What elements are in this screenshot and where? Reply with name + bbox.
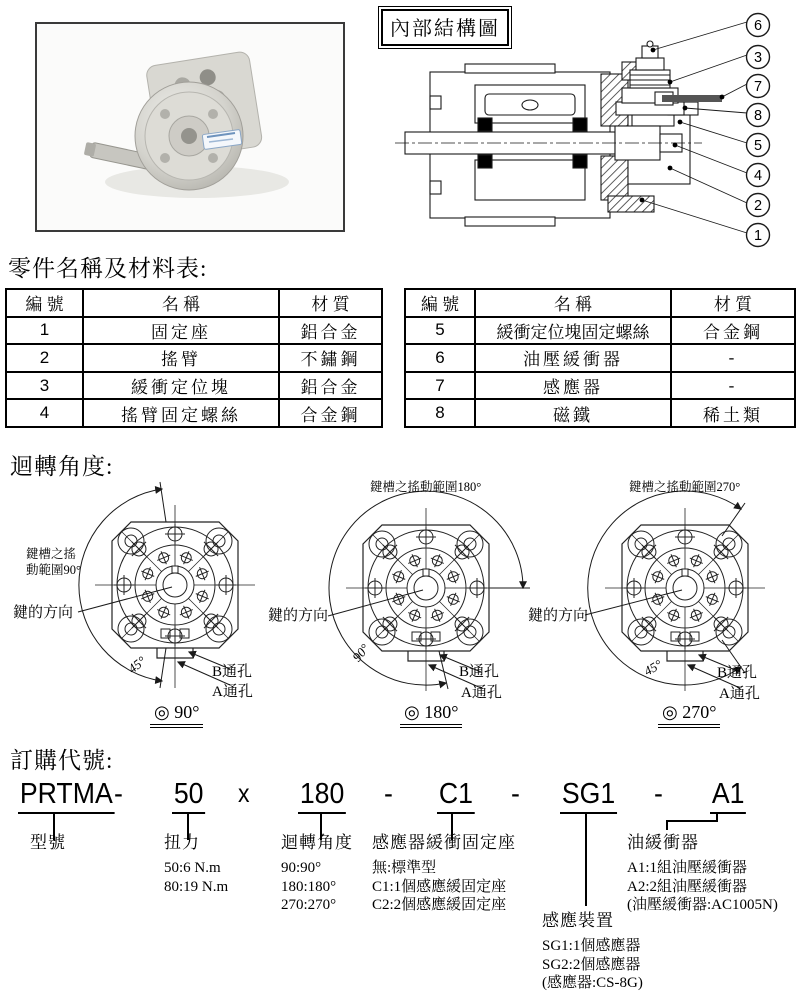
callout-1: 1	[753, 228, 763, 244]
swing-range-label-90: 鍵槽之搖動範圍90°	[26, 547, 81, 577]
table-row: 6 油壓緩衝器 -	[405, 344, 795, 372]
table-row: 8 磁鐵 稀土類	[405, 399, 795, 427]
diagram-caption-90: ◎ 90°	[150, 702, 203, 728]
callout-8: 8	[753, 108, 763, 124]
internal-structure-diagram	[370, 0, 800, 250]
key-direction-label: 鍵的方向	[13, 605, 74, 621]
order-code-model: PRTMA	[18, 778, 115, 814]
ordering-section-heading: 訂購代號:	[10, 748, 114, 773]
connector-line	[666, 820, 718, 822]
rotation-section-heading: 迴轉角度:	[10, 454, 114, 479]
port-a-label: A通孔	[461, 685, 502, 701]
order-code-buffer: A1	[710, 778, 746, 814]
legend-oil-buffer: 油緩衝器 A1:1組油壓緩衝器 A2:2組油壓緩衝器 (油壓緩衝器:AC1005N)	[627, 833, 778, 913]
legend-sensor-device: 感應裝置 SG1:1個感應器 SG2:2個感應器 (感應器:CS-8G)	[542, 911, 643, 991]
rotary-actuator-photo-image	[37, 24, 343, 230]
port-b-label: B通孔	[717, 665, 758, 681]
col-number: 編 號	[6, 289, 83, 317]
key-direction-label: 鍵的方向	[528, 608, 589, 624]
swing-range-label-270: 鍵槽之搖動範圍270°	[629, 480, 741, 494]
col-name: 名 稱	[475, 289, 671, 317]
legend-model	[30, 828, 66, 853]
table-row: 2 搖臂 不鏽鋼	[6, 344, 382, 372]
key-direction-label: 鍵的方向	[268, 608, 329, 624]
callout-4: 4	[753, 168, 763, 184]
internal-structure-title: 內部結構圖	[381, 9, 509, 46]
angle-dim-label: 45°	[125, 653, 149, 677]
order-code-x: x	[238, 780, 250, 808]
legend-model-title: 型號	[30, 833, 66, 852]
col-material: 材 質	[671, 289, 795, 317]
table-header-row	[405, 289, 795, 317]
table-header-row	[6, 289, 382, 317]
order-code-angle: 180	[298, 778, 346, 814]
product-photo	[35, 22, 345, 232]
table-row: 3 緩衝定位塊 鋁合金	[6, 372, 382, 400]
table-row: 5 緩衝定位塊固定螺絲 合金鋼	[405, 317, 795, 345]
order-code-dash: -	[384, 778, 393, 810]
swing-range-label-180: 鍵槽之搖動範圍180°	[370, 480, 482, 494]
callout-3: 3	[753, 50, 763, 66]
order-code-sensor: SG1	[560, 778, 617, 814]
legend-torque: 扭力 50:6 N.m 80:19 N.m	[164, 833, 229, 895]
legend-rotation-angle: 迴轉角度 90:90° 180:180° 270:270°	[281, 833, 353, 913]
parts-table-right	[404, 288, 796, 428]
col-material: 材 質	[279, 289, 382, 317]
diagram-caption-180: ◎ 180°	[400, 702, 462, 728]
connector-line	[585, 812, 587, 906]
col-name: 名 稱	[83, 289, 279, 317]
callout-6: 6	[753, 18, 763, 34]
order-code-dash: -	[654, 778, 663, 810]
callout-5: 5	[753, 138, 763, 154]
parts-table-left	[5, 288, 383, 428]
port-b-label: B通孔	[212, 664, 253, 680]
table-row: 1 固定座 鋁合金	[6, 317, 382, 345]
table-row: 4 搖臂固定螺絲 合金鋼	[6, 399, 382, 427]
order-code-mount: C1	[437, 778, 475, 814]
rotation-diagram-180	[276, 476, 576, 721]
callout-numbers	[754, 18, 762, 244]
rotation-diagram-270	[535, 476, 800, 721]
port-b-label: B通孔	[459, 664, 500, 680]
order-code-dash: -	[511, 778, 520, 810]
angle-dim-label: 90°	[349, 640, 373, 665]
order-code-torque: 50	[172, 778, 205, 814]
callout-7: 7	[753, 79, 763, 95]
legend-sensor-buffer-mount: 感應器緩衝固定座 無:標準型 C1:1個感應緩固定座 C2:2個感應緩固定座	[372, 833, 516, 913]
diagram-caption-270: ◎ 270°	[658, 702, 720, 728]
parts-section-heading: 零件名稱及材料表:	[8, 256, 208, 281]
angle-dim-label: 45°	[641, 656, 665, 679]
port-a-label: A通孔	[719, 686, 760, 702]
callout-2: 2	[753, 198, 763, 214]
order-code-dash: -	[114, 778, 123, 810]
port-a-label: A通孔	[212, 684, 253, 700]
table-row: 7 感應器 -	[405, 372, 795, 400]
col-number: 編 號	[405, 289, 475, 317]
